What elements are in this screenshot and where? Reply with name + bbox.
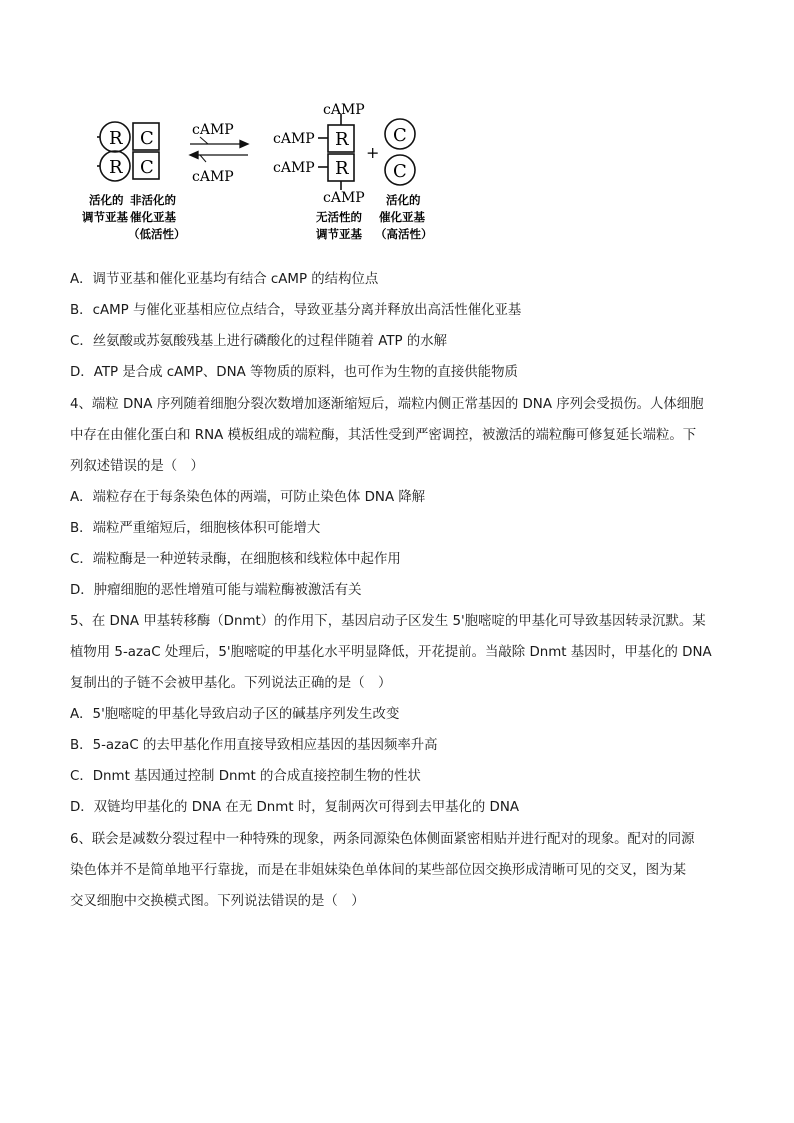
label-c-free-bottom: C xyxy=(393,161,407,182)
question-4-line-1: 4、端粒 DNA 序列随着细胞分裂次数增加逐渐缩短后，端粒内侧正常基因的 DNA 序列会受损伤。人体细胞 xyxy=(70,397,704,412)
option-5d: D．双链均甲基化的 DNA 在无 Dnmt 时，复制两次可得到去甲基化的 DNA xyxy=(70,800,520,815)
option-3b: B．cAMP 与催化亚基相应位点结合，导致亚基分离并释放出高活性催化亚基 xyxy=(70,303,522,318)
camp-bound-bottom: cAMP xyxy=(323,190,365,206)
plus-sign: + xyxy=(366,143,380,162)
label-r-bottom: R xyxy=(109,157,123,178)
caption-inactive-regulatory-1: 无活性的 xyxy=(316,210,362,224)
label-r-bound-bottom: R xyxy=(335,158,349,179)
label-c-free-top: C xyxy=(393,125,407,146)
question-5-line-1: 5、在 DNA 甲基转移酶（Dnmt）的作用下，基因启动子区发生 5'胞嘧啶的甲基化可导致基因转录沉默。某 xyxy=(70,614,706,629)
camp-bound-left-bottom: cAMP xyxy=(273,160,315,176)
label-c-bottom: C xyxy=(140,157,154,178)
caption-inactive-catalytic-1: 非活化的 xyxy=(130,193,176,207)
label-c-top: C xyxy=(140,128,154,149)
label-r-bound-top: R xyxy=(335,129,349,150)
option-5b: B．5-azaC 的去甲基化作用直接导致相应基因的基因频率升高 xyxy=(70,738,438,753)
option-5a: A．5'胞嘧啶的甲基化导致启动子区的碱基序列发生改变 xyxy=(70,707,400,722)
question-4-line-3: 列叙述错误的是（ ） xyxy=(70,459,204,474)
option-3d: D．ATP 是合成 cAMP、DNA 等物质的原料，也可作为生物的直接供能物质 xyxy=(70,365,518,380)
question-6-line-1: 6、联会是减数分裂过程中一种特殊的现象，两条同源染色体侧面紧密相贴并进行配对的现象。配对的同源 xyxy=(70,832,695,847)
option-4d: D．肿瘤细胞的恶性增殖可能与端粒酶被激活有关 xyxy=(70,583,362,598)
arrow-label-forward: cAMP xyxy=(192,122,234,138)
question-6-line-3: 交叉细胞中交换模式图。下列说法错误的是（ ） xyxy=(70,894,365,909)
equilibrium-arrows xyxy=(190,137,248,162)
label-r-top: R xyxy=(109,128,123,149)
option-4a: A．端粒存在于每条染色体的两端，可防止染色体 DNA 降解 xyxy=(70,490,426,505)
option-4c: C．端粒酶是一种逆转录酶，在细胞核和线粒体中起作用 xyxy=(70,552,401,567)
camp-bound-top: cAMP xyxy=(323,102,365,118)
camp-activation-diagram xyxy=(82,100,448,250)
camp-bound-left-top: cAMP xyxy=(273,131,315,147)
question-5-line-3: 复制出的子链不会被甲基化。下列说法正确的是（ ） xyxy=(70,676,392,691)
option-3a: A．调节亚基和催化亚基均有结合 cAMP 的结构位点 xyxy=(70,272,379,287)
arrow-label-reverse: cAMP xyxy=(192,169,234,185)
question-5-line-2: 植物用 5-azaC 处理后，5'胞嘧啶的甲基化水平明显降低，开花提前。当敲除 Dnmt 基因时，甲基化的 DNA xyxy=(70,645,712,660)
caption-active-catalytic-1: 活化的 xyxy=(386,193,421,207)
caption-inactive-catalytic-2: 催化亚基 xyxy=(130,210,176,224)
caption-inactive-catalytic-3: （低活性） xyxy=(128,227,186,241)
caption-active-regulatory-1: 活化的 xyxy=(89,193,124,207)
option-4b: B．端粒严重缩短后，细胞核体积可能增大 xyxy=(70,521,321,536)
question-4-line-2: 中存在由催化蛋白和 RNA 模板组成的端粒酶，其活性受到严密调控，被激活的端粒酶可修复延长端粒。下 xyxy=(70,428,697,443)
caption-active-regulatory-2: 调节亚基 xyxy=(82,210,128,224)
option-3c: C．丝氨酸或苏氨酸残基上进行磷酸化的过程伴随着 ATP 的水解 xyxy=(70,334,448,349)
option-5c: C．Dnmt 基因通过控制 Dnmt 的合成直接控制生物的性状 xyxy=(70,769,421,784)
caption-inactive-regulatory-2: 调节亚基 xyxy=(316,227,362,241)
question-6-line-2: 染色体并不是简单地平行靠拢，而是在非姐妹染色单体间的某些部位因交换形成清晰可见的交叉，图为某 xyxy=(70,863,686,878)
caption-active-catalytic-2: 催化亚基 xyxy=(379,210,425,224)
caption-active-catalytic-3: （高活性） xyxy=(375,227,433,241)
